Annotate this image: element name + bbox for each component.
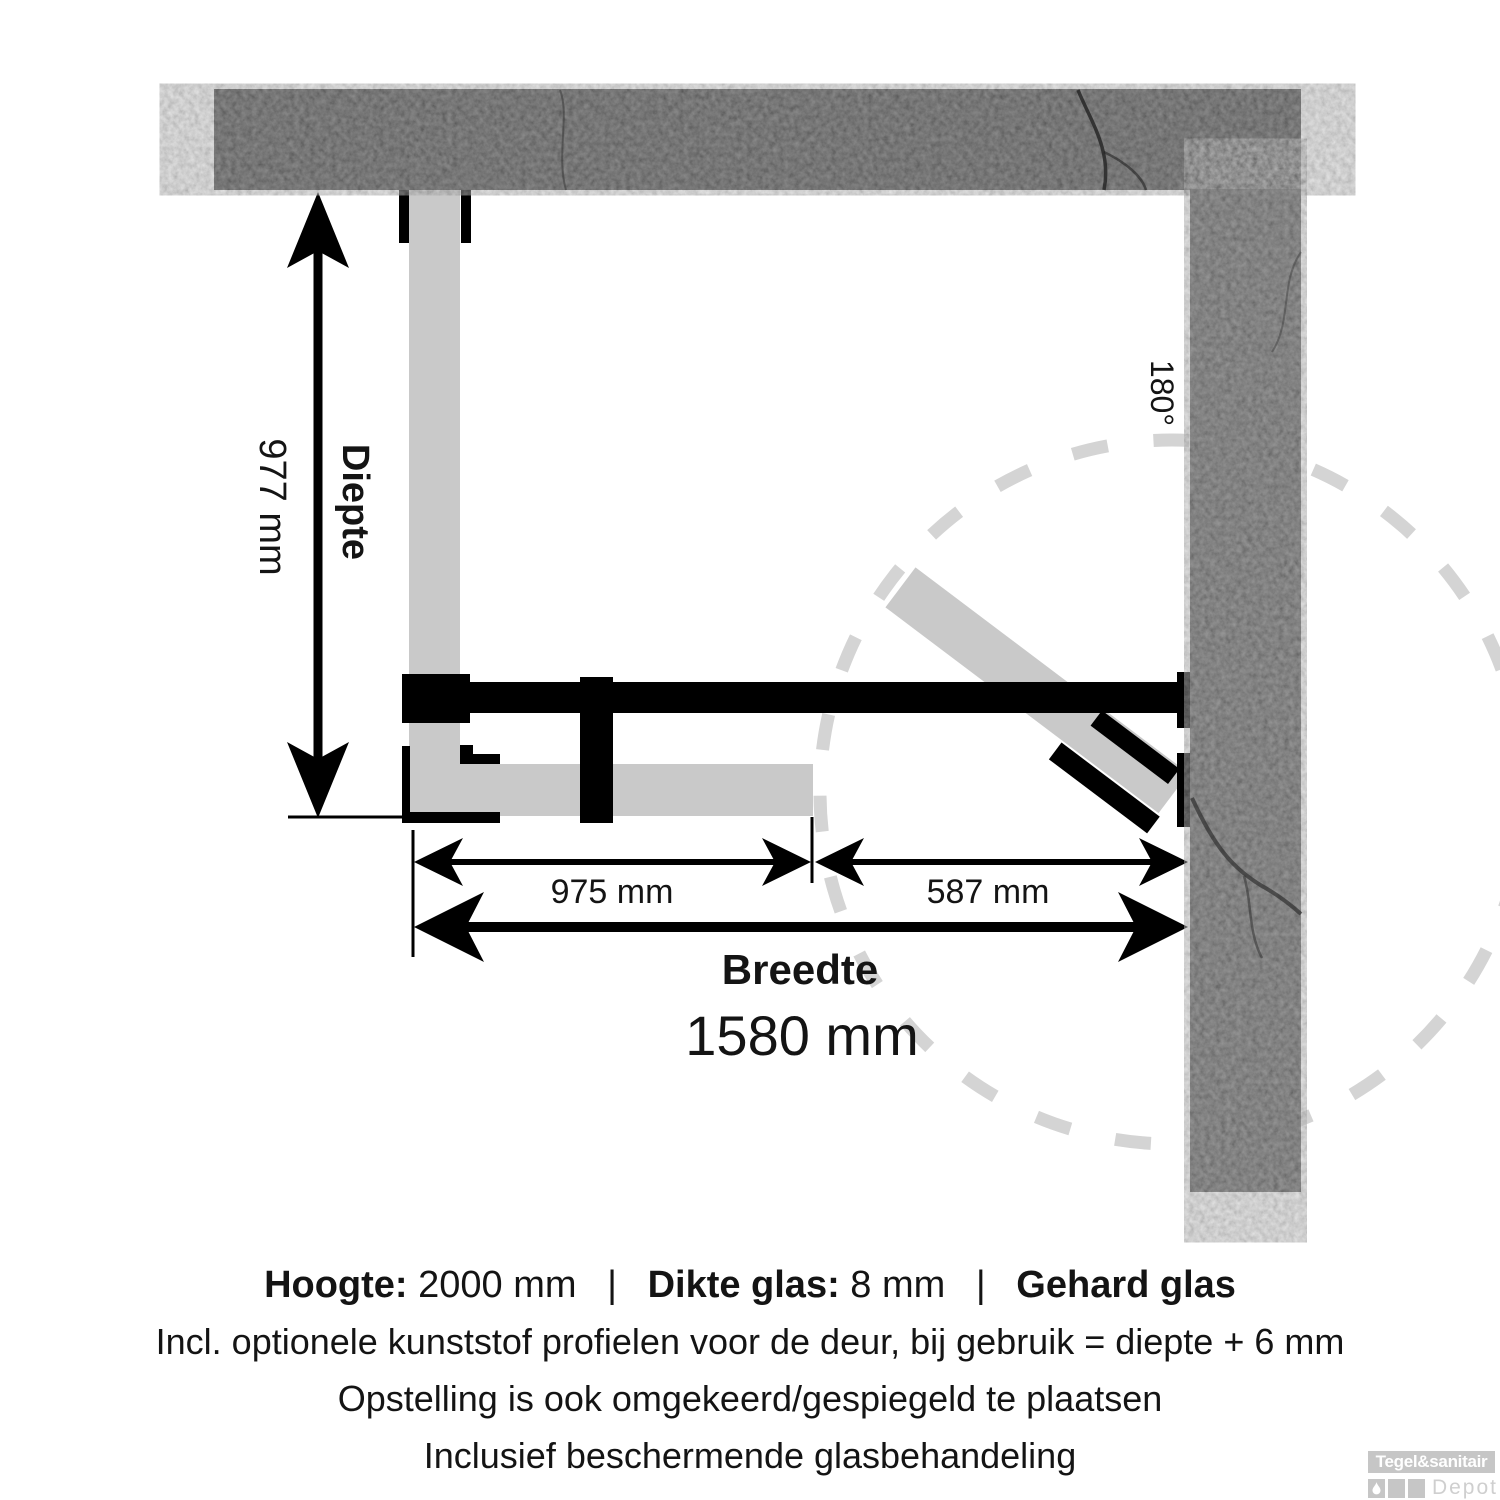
stabilization-bar xyxy=(402,682,1177,713)
wall-top xyxy=(214,89,1301,190)
fixed-segment-value: 975 mm xyxy=(550,873,674,911)
glass-thickness-label: Dikte glas: xyxy=(647,1264,840,1306)
logo-square xyxy=(1408,1479,1425,1498)
depth-value: 977 mm xyxy=(251,438,293,576)
brand-logo xyxy=(1368,1451,1498,1500)
door-segment-value: 587 mm xyxy=(926,873,1050,911)
spec-note-coating: Inclusief beschermende glasbehandeling xyxy=(423,1435,1077,1476)
width-value: 1580 mm xyxy=(685,1004,919,1067)
corner-outer-profile-vertical xyxy=(402,746,410,823)
height-label: Hoogte: xyxy=(264,1264,408,1306)
corner-outer-profile-horizontal xyxy=(402,812,500,823)
door-swing-angle-label: 180° xyxy=(1144,359,1180,427)
glass-type: Gehard glas xyxy=(1016,1264,1236,1306)
spec-note-profiles: Incl. optionele kunststof profielen voor de deur, bij gebruik = diepte + 6 mm xyxy=(155,1321,1345,1362)
corner-bracket-horizontal xyxy=(460,754,500,764)
height-value: 2000 mm xyxy=(418,1264,577,1306)
logo-droplet-square xyxy=(1368,1479,1385,1498)
divider: | xyxy=(607,1264,617,1306)
brand-name: Tegel&sanitair xyxy=(1368,1451,1495,1473)
glass-thickness-value: 8 mm xyxy=(850,1264,946,1306)
wall-profile-right xyxy=(461,189,471,243)
spec-note-mirrored: Opstelling is ook omgekeerd/gespiegeld te plaatsen xyxy=(337,1378,1163,1419)
wall-right xyxy=(1190,189,1301,1192)
logo-square xyxy=(1388,1479,1405,1498)
droplet-icon xyxy=(1371,1481,1382,1495)
mid-support-post xyxy=(580,677,613,823)
brand-sub-name: Depot xyxy=(1431,1476,1498,1499)
spec-line-main xyxy=(0,1261,1500,1309)
depth-label: Diepte xyxy=(334,443,376,561)
width-label: Breedte xyxy=(721,946,879,993)
wall-profile-left xyxy=(399,189,409,243)
corner-connector-block xyxy=(402,674,470,723)
divider: | xyxy=(975,1264,986,1306)
